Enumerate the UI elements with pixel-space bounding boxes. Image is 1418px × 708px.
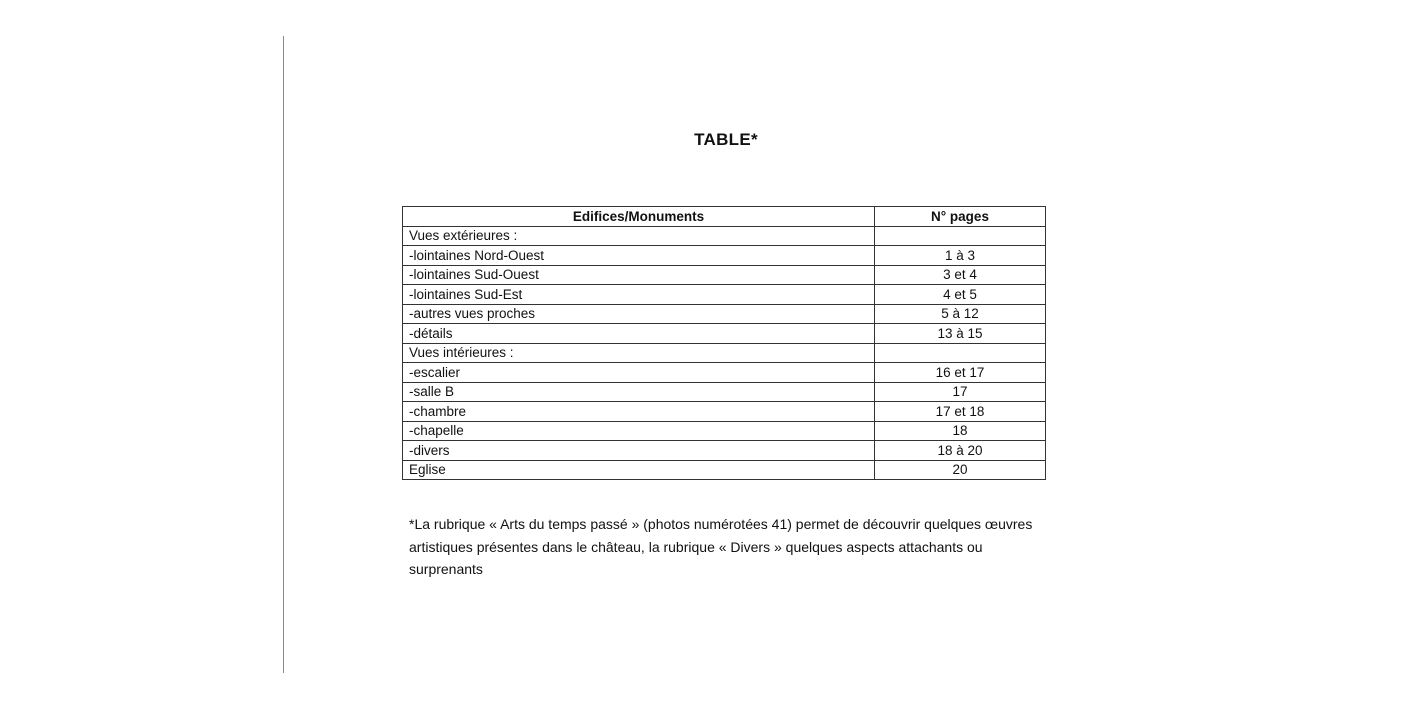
row-pages: 5 à 12 [875, 304, 1046, 324]
row-pages: 13 à 15 [875, 324, 1046, 344]
header-edifices: Edifices/Monuments [403, 207, 875, 227]
row-pages: 1 à 3 [875, 246, 1046, 266]
table-row [403, 402, 1046, 422]
row-pages: 3 et 4 [875, 265, 1046, 285]
table-row [403, 285, 1046, 305]
row-pages: 18 [875, 421, 1046, 441]
row-label: -chapelle [403, 421, 875, 441]
row-label: -escalier [403, 363, 875, 383]
table-row [403, 324, 1046, 344]
row-label: -divers [403, 441, 875, 461]
table-row [403, 441, 1046, 461]
row-pages: 17 [875, 382, 1046, 402]
table-row [403, 265, 1046, 285]
contents-table [402, 206, 1046, 480]
table-row [403, 343, 1046, 363]
row-label: -lointaines Sud-Ouest [403, 265, 875, 285]
row-label: -chambre [403, 402, 875, 422]
row-label: -salle B [403, 382, 875, 402]
row-label: -détails [403, 324, 875, 344]
row-pages: 4 et 5 [875, 285, 1046, 305]
table-header-row [403, 207, 1046, 227]
table-row [403, 363, 1046, 383]
table-row [403, 460, 1046, 480]
row-pages: 17 et 18 [875, 402, 1046, 422]
row-label: -lointaines Sud-Est [403, 285, 875, 305]
table-row [403, 246, 1046, 266]
row-pages: 20 [875, 460, 1046, 480]
row-label: Vues intérieures : [403, 343, 875, 363]
table-row [403, 226, 1046, 246]
table-row [403, 421, 1046, 441]
table-row [403, 382, 1046, 402]
row-label: Vues extérieures : [403, 226, 875, 246]
footnote-text: *La rubrique « Arts du temps passé » (photos numérotées 41) permet de découvrir quelques œuvres artistiques présentes dans le château, la rubrique « Divers » quelques aspects attachants ou surprenants [409, 516, 1033, 577]
row-pages [875, 343, 1046, 363]
row-pages: 18 à 20 [875, 441, 1046, 461]
row-label: -lointaines Nord-Ouest [403, 246, 875, 266]
row-pages [875, 226, 1046, 246]
row-label: -autres vues proches [403, 304, 875, 324]
document-title: TABLE* [694, 130, 758, 149]
row-pages: 16 et 17 [875, 363, 1046, 383]
table-row [403, 304, 1046, 324]
header-pages: N° pages [875, 207, 1046, 227]
row-label: Eglise [403, 460, 875, 480]
